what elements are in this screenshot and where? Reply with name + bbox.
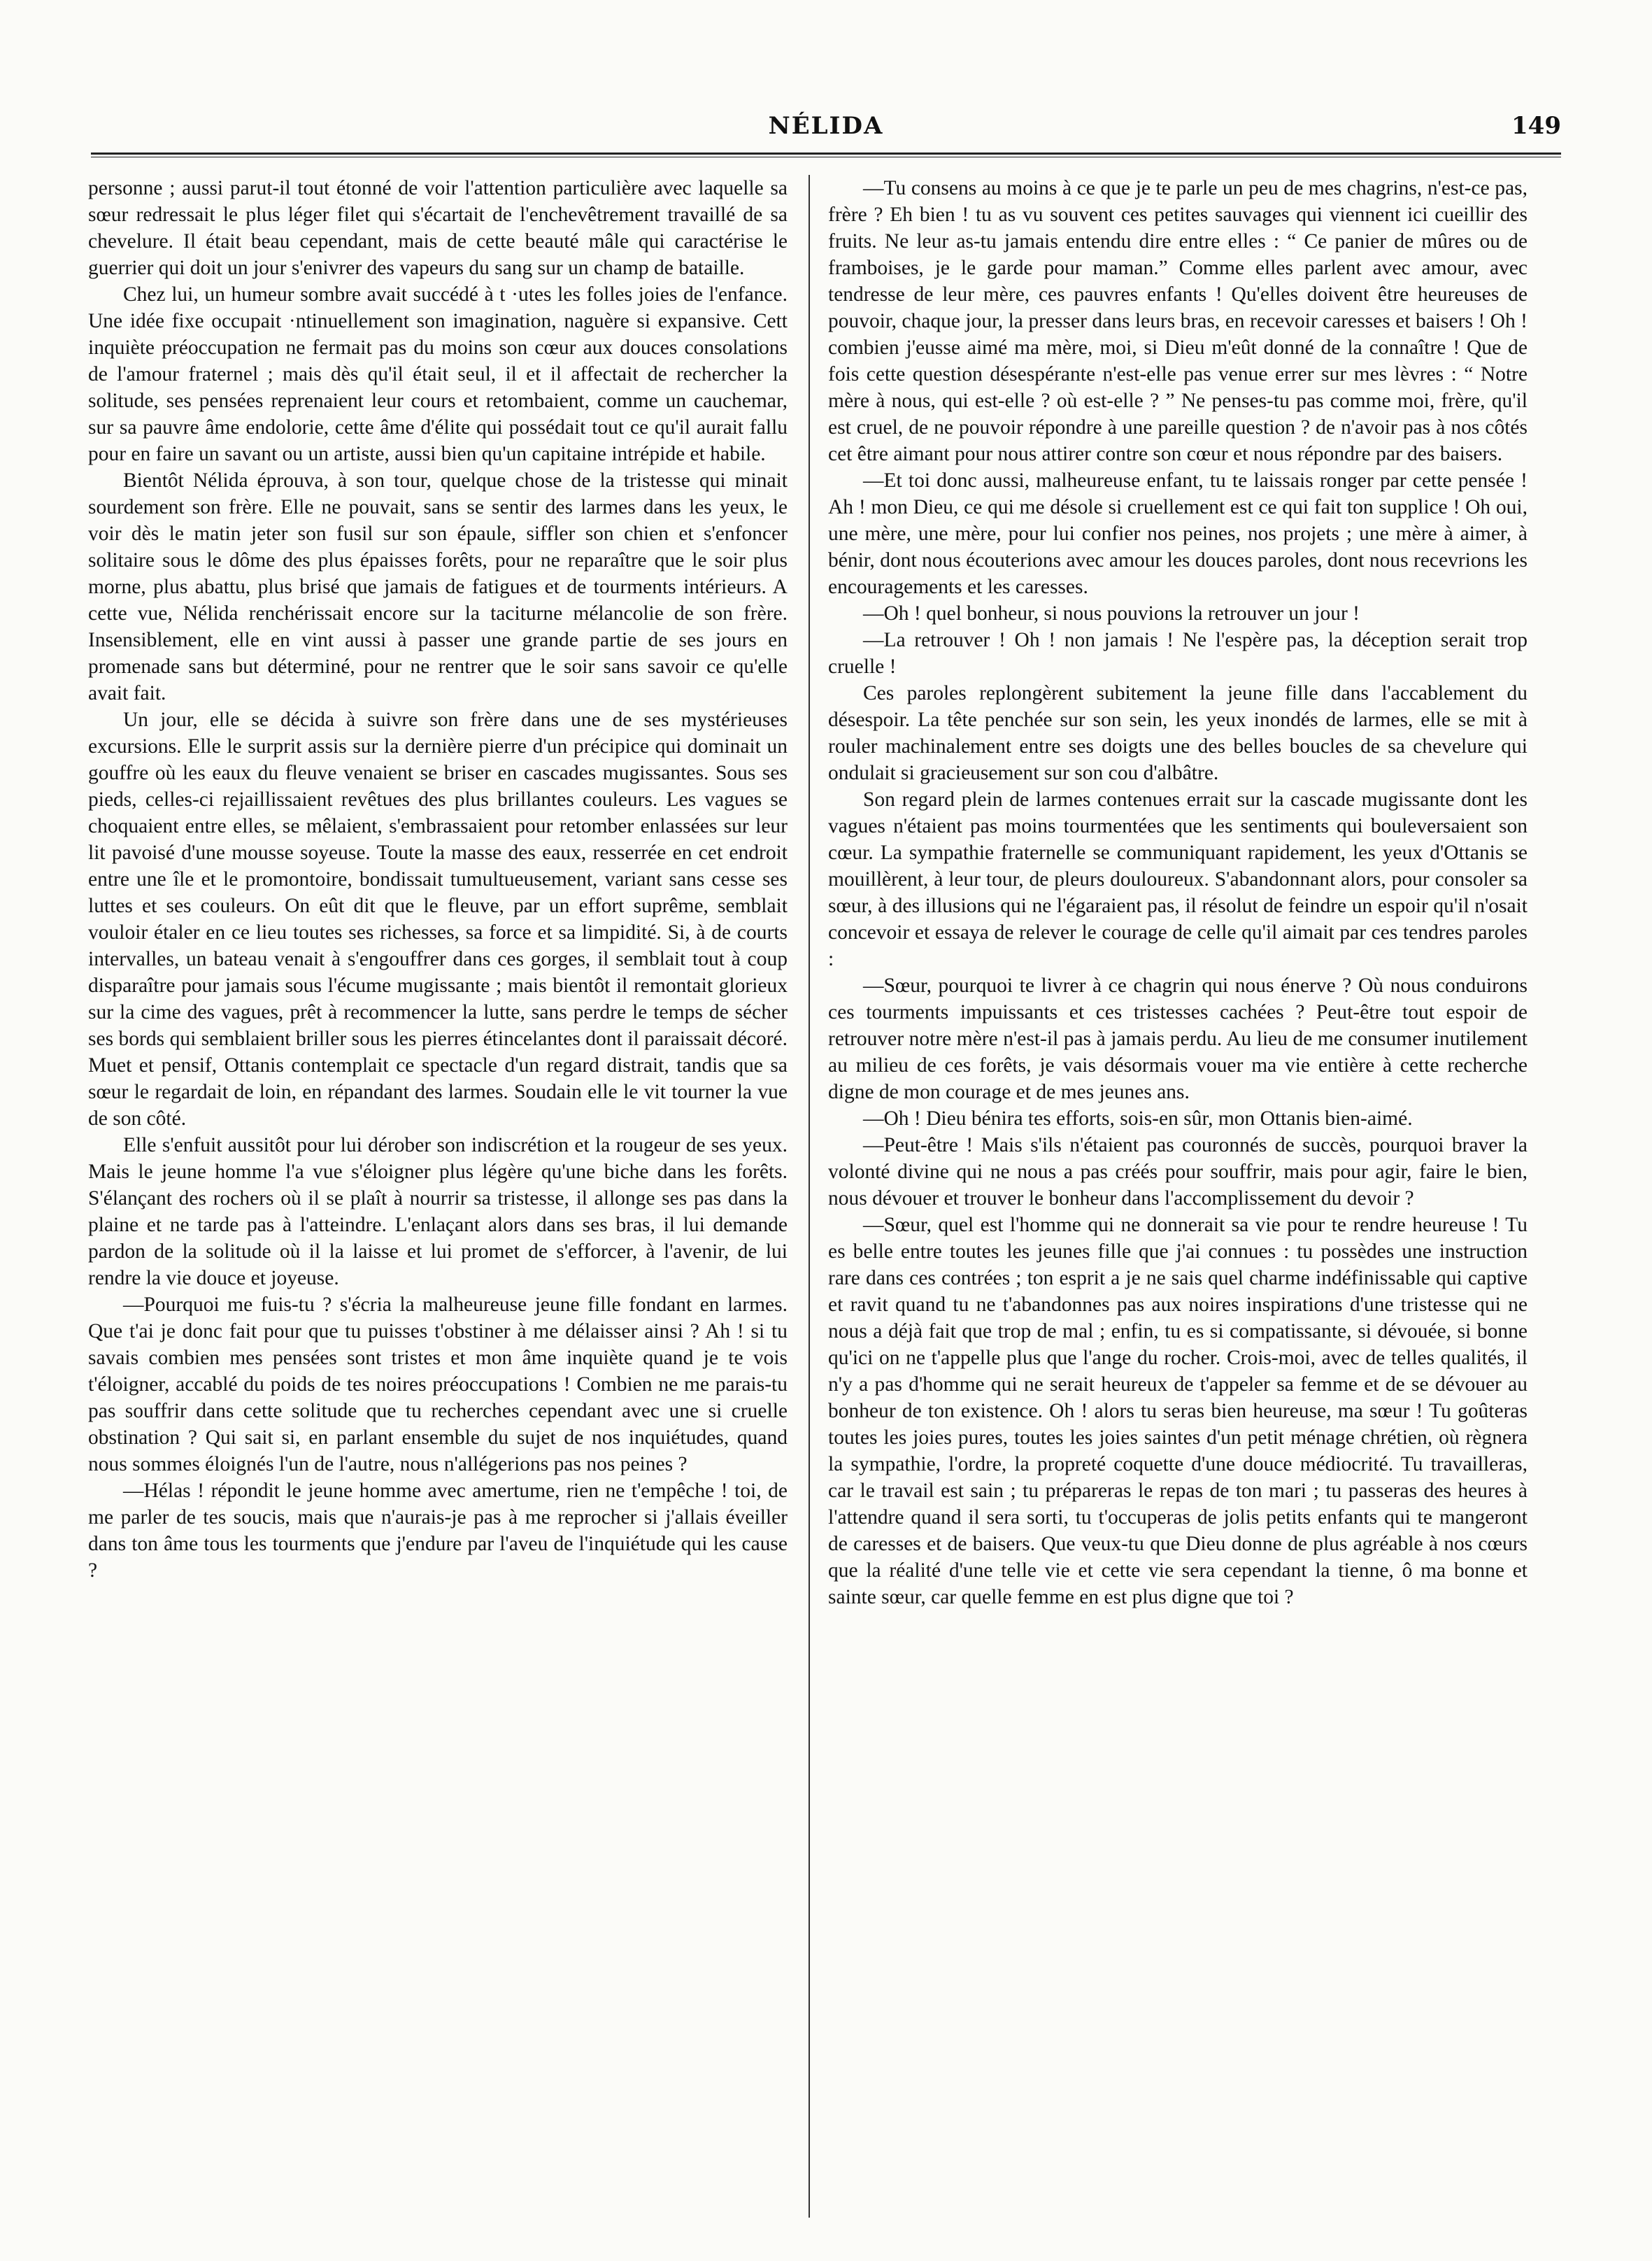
paragraph: —Tu consens au moins à ce que je te parle un peu de mes chagrins, n'est-ce pas, frère ? Eh bien ! tu as vu souvent ces petites sauvages qui viennent ici cueillir des fruits. Ne leur as-tu jamais entendu dire entre elles : “ Ce panier de mûres ou de framboises, je le garde pour maman.” Comme elles parlent avec amour, avec tendresse de leur mère, ces pauvres enfants ! Qu'elles doivent être heureuses de pouvoir, chaque jour, la presser dans leurs bras, en recevoir caresses et baisers ! Oh ! combien j'eusse aimé ma mère, moi, si Dieu m'eût donné de la connaître ! Que de fois cette question désespérante n'est-elle pas venue errer sur mes lèvres : “ Notre mère à nous, qui est-elle ? où est-elle ? ” Ne penses-tu pas comme moi, frère, qu'il est cruel, de ne pouvoir répondre à une pareille question ? de n'avoir pas à nos côtés cet être aimant pour nous attirer contre son cœur et nous répondre par des baisers.	[828, 177, 1528, 465]
page-number: 149	[1511, 112, 1561, 140]
paragraph: —La retrouver ! Oh ! non jamais ! Ne l'espère pas, la déception serait trop cruelle !	[828, 629, 1528, 678]
paragraph: —Et toi donc aussi, malheureuse enfant, tu te laissais ronger par cette pensée ! Ah ! mon Dieu, ce qui me désole si cruellement est ce qui fait ton supplice ! Oh oui, une mère, une mère, pour lui confier nos peines, nos projets ; une mère à aimer, à bénir, dont nous écouterions avec amour les douces paroles, dont nous recevrions les encouragements et les caresses.	[828, 469, 1528, 598]
paragraph: Ces paroles replongèrent subitement la jeune fille dans l'accablement du désespoir. La tête penchée sur son sein, les yeux inondés de larmes, elle se mit à rouler machinalement entre ses doigts une des belles boucles de sa chevelure qui ondulait si gracieusement sur son cou d'albâtre.	[828, 682, 1528, 784]
page-header	[91, 112, 1561, 154]
paragraph: —Sœur, quel est l'homme qui ne donnerait sa vie pour te rendre heureuse ! Tu es belle entre toutes les jeunes fille que j'ai connues : tu possèdes une instruction rare dans ces contrées ; ton esprit a je ne sais quel charme indéfinissable qui captive et ravit quand tu ne t'abandonnes pas aux noires inspirations d'une tristesse qui ne nous a déjà fait que trop de mal ; enfin, tu es si compatissante, si dévouée, si bonne qu'ici on ne t'appelle plus que l'ange du rocher. Crois-moi, avec de telles qualités, il n'y a pas d'homme qui ne serait heureux de t'appeler sa femme et de se dévouer au bonheur de ton existence. Oh ! alors tu seras bien heureuse, ma sœur ! Tu goûteras toutes les joies pures, toutes les joies saintes d'un petit ménage chrétien, où règnera la sympathie, l'ordre, la propreté coquette d'une douce médiocrité. Tu travailleras, car le travail est sain ; tu prépareras le repas de ton mari ; tu passeras des heures à l'attendre quand il sera sorti, tu t'occuperas de jolis petits enfants qui te mangeront de caresses et de baisers. Que veux-tu que Dieu donne de plus agréable à nos cœurs que la réalité d'une telle vie et cette vie sera cependant la tienne, ô ma bonne et sainte sœur, car quelle femme en est plus digne que toi ?	[828, 1214, 1528, 1608]
paragraph: Chez lui, un humeur sombre avait succédé à t ·utes les folles joies de l'enfance. Une idée fixe occupait ·ntinuellement son imagination, naguère si expansive. Cett inquiète préoccupation ne fermait pas du moins son cœur aux douces consolations de l'amour fraternel ; mais dès qu'il était seul, il et il affectait de rechercher la solitude, ses pensées reprenaient leur cours et retombaient, comme un cauchemar, sur sa pauvre âme endolorie, cette âme d'élite qui possédait tout ce qu'il aurait fallu pour en faire un savant ou un artiste, aussi bien qu'un capitaine intrépide et habile.	[88, 283, 788, 465]
paragraph: —Hélas ! répondit le jeune homme avec amertume, rien ne t'empêche ! toi, de me parler de tes soucis, mais que n'aurais-je pas à me reprocher si j'allais éveiller dans ton âme tous les tourments que j'endure par l'aveu de l'inquiétude qui les cause ?	[88, 1480, 788, 1582]
column-divider	[809, 175, 810, 2218]
paragraph: —Peut-être ! Mais s'ils n'étaient pas couronnés de succès, pourquoi braver la volonté divine qui ne nous a pas créés pour souffrir, mais pour agir, faire le bien, nous dévouer et trouver le bonheur dans l'accomplissement du devoir ?	[828, 1134, 1528, 1210]
paragraph: —Oh ! Dieu bénira tes efforts, sois-en sûr, mon Ottanis bien-aimé.	[863, 1107, 1413, 1130]
paragraph: —Oh ! quel bonheur, si nous pouvions la retrouver un jour !	[863, 602, 1360, 625]
paragraph: personne ; aussi parut-il tout étonné de voir l'attention particulière avec laquelle sa sœur redressait le plus léger filet qui s'écartait de l'enchevêtrement travaillé de sa chevelure. Il était beau cependant, mais de cette beauté mâle qui caractérise le guerrier qui doit un jour s'enivrer des vapeurs du sang sur un champ de bataille.	[88, 177, 788, 279]
paragraph: Bientôt Nélida éprouva, à son tour, quelque chose de la tristesse qui minait sourdement son frère. Elle ne pouvait, sans se sentir des larmes dans les yeux, le voir dès le matin jeter son fusil sur son épaule, siffler son chien et s'enfoncer solitaire sous le dôme des plus épaisses forêts, pour ne reparaître que le soir plus morne, plus abattu, plus brisé que jamais de fatigues et de tourments intérieurs. A cette vue, Nélida renchérissait encore sur la taciturne mélancolie de son frère. Insensiblement, elle en vint aussi à passer une grande partie de ses jours en promenade sans but déterminé, pour ne rentrer que le soir sans savoir ce qu'elle avait fait.	[88, 469, 788, 704]
running-title: NÉLIDA	[768, 112, 884, 140]
paragraph: —Pourquoi me fuis-tu ? s'écria la malheureuse jeune fille fondant en larmes. Que t'ai je donc fait pour que tu puisses t'obstiner à me délaisser ainsi ? Ah ! si tu savais combien mes pensées sont tristes et mon âme inquiète quand je te vois t'éloigner, accablé du poids de tes noires préoccupations ! Combien ne me parais-tu pas souffrir dans cette solitude que tu recherches cependant avec une si cruelle obstination ? Qui sait si, en parlant ensemble du sujet de nos inquiétudes, quand nous sommes éloignés l'un de l'autre, nous n'allégerions pas nos peines ?	[88, 1293, 788, 1475]
paragraph: Elle s'enfuit aussitôt pour lui dérober son indiscrétion et la rougeur de ses yeux. Mais le jeune homme l'a vue s'éloigner plus légère qu'une biche dans les forêts. S'élançant des rochers où il se plaît à nourrir sa tristesse, il allonge ses pas dans la plaine et ne tarde pas à l'atteindre. L'enlaçant alors dans ses bras, il lui demande pardon de la solitude où il la laisse et lui promet de s'efforcer, à l'avenir, de lui rendre la vie douce et joyeuse.	[88, 1134, 788, 1289]
paragraph: Un jour, elle se décida à suivre son frère dans une de ses mystérieuses excursions. Elle le surprit assis sur la dernière pierre d'un précipice qui dominait un gouffre où les eaux du fleuve venaient se briser en cascades mugissantes. Sous ses pieds, celles-ci rejaillissaient revêtues des plus brillantes couleurs. Les vagues se choquaient entre elles, se mêlaient, s'embrassaient pour retomber enlassées sur leur lit pavoisé d'une mousse soyeuse. Toute la masse des eaux, resserrée en cet endroit entre une île et le promontoire, bondissait tumultueusement, variant sans cesse ses luttes et ses couleurs. On eût dit que le fleuve, par un effort suprême, semblait vouloir étaler en ce lieu toutes ses richesses, sa force et sa limpidité. Si, à de courts intervalles, un bateau venait à s'engouffrer dans ces gorges, il semblait tout à coup disparaître pour jamais sous l'écume mugissante ; mais bientôt il remontait glorieux sur la cime des vagues, prêt à recommencer la lutte, sans perdre le temps de sécher ses bords qui semblaient briller sous les pierres étincelantes dont il paraissait décoré. Muet et pensif, Ottanis contemplait ce spectacle d'un regard distrait, tandis que sa sœur le regardait de loin, en répandant des larmes. Soudain elle le vit tourner la vue de son côté.	[88, 709, 788, 1130]
left-column	[88, 175, 788, 2239]
header-rule	[91, 153, 1561, 157]
paragraph: —Sœur, pourquoi te livrer à ce chagrin qui nous énerve ? Où nous conduirons ces tourments impuissants et ces tristesses cachées ? Peut-être tout espoir de retrouver notre mère n'est-il pas à jamais perdu. Au lieu de me consumer inutilement au milieu de ces forêts, je vais désormais vouer ma vie entière à cette recherche digne de mon courage et de mes jeunes ans.	[828, 974, 1528, 1103]
right-column	[828, 175, 1528, 2239]
paragraph: Son regard plein de larmes contenues errait sur la cascade mugissante dont les vagues n'étaient pas moins tourmentées que les sentiments qui bouleversaient son cœur. La sympathie fraternelle se communiquant rapidement, les yeux d'Ottanis se mouillèrent, à leur tour, de pleurs douloureux. S'abandonnant alors, pour consoler sa sœur, à des illusions qui ne l'égaraient pas, il résolut de feindre un espoir qu'il n'osait concevoir et essaya de relever le courage de celle qu'il aimait par ces tendres paroles :	[828, 788, 1528, 970]
